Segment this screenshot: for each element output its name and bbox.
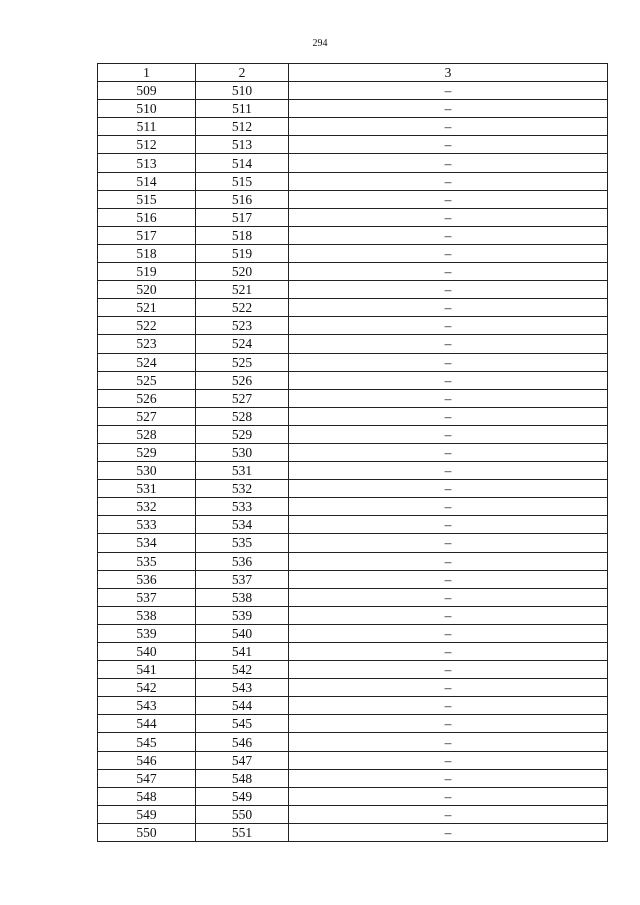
table-header-row [98, 64, 608, 82]
table-cell-col-3: – [289, 552, 608, 570]
table-cell-col-1: 541 [98, 661, 196, 679]
table-cell-col-1: 524 [98, 353, 196, 371]
table-cell-col-3: – [289, 263, 608, 281]
table-cell-col-1: 533 [98, 516, 196, 534]
table-cell-col-2: 536 [196, 552, 289, 570]
table-row [98, 643, 608, 661]
table-cell-col-2: 522 [196, 299, 289, 317]
table-row [98, 715, 608, 733]
table-cell-col-3: – [289, 371, 608, 389]
table-cell-col-3: – [289, 425, 608, 443]
table-row [98, 425, 608, 443]
table-cell-col-1: 511 [98, 118, 196, 136]
table-row [98, 317, 608, 335]
table-cell-col-2: 517 [196, 208, 289, 226]
table-cell-col-2: 540 [196, 624, 289, 642]
table-cell-col-1: 548 [98, 787, 196, 805]
table-cell-col-3: – [289, 715, 608, 733]
table-cell-col-2: 511 [196, 100, 289, 118]
table-row [98, 679, 608, 697]
table-row [98, 588, 608, 606]
table-cell-col-3: – [289, 643, 608, 661]
table-cell-col-3: – [289, 353, 608, 371]
table-row [98, 480, 608, 498]
table-cell-col-3: – [289, 244, 608, 262]
table-row [98, 697, 608, 715]
table-cell-col-2: 533 [196, 498, 289, 516]
table-cell-col-2: 551 [196, 823, 289, 841]
table-cell-col-1: 521 [98, 299, 196, 317]
table-row [98, 244, 608, 262]
table-cell-col-3: – [289, 443, 608, 461]
table-cell-col-3: – [289, 733, 608, 751]
table-cell-col-3: – [289, 787, 608, 805]
table-cell-col-3: – [289, 588, 608, 606]
table-cell-col-3: – [289, 389, 608, 407]
table-cell-col-3: – [289, 661, 608, 679]
table-cell-col-1: 509 [98, 82, 196, 100]
table-cell-col-1: 523 [98, 335, 196, 353]
table-cell-col-3: – [289, 82, 608, 100]
column-header-2: 2 [196, 64, 289, 82]
table-cell-col-3: – [289, 335, 608, 353]
table-row [98, 534, 608, 552]
table-cell-col-2: 547 [196, 751, 289, 769]
table-cell-col-3: – [289, 679, 608, 697]
table-cell-col-2: 516 [196, 190, 289, 208]
table-cell-col-1: 534 [98, 534, 196, 552]
table-row [98, 823, 608, 841]
table-row [98, 353, 608, 371]
table-cell-col-1: 538 [98, 606, 196, 624]
table-cell-col-2: 538 [196, 588, 289, 606]
table-row [98, 407, 608, 425]
page-number: 294 [312, 38, 328, 49]
table-cell-col-2: 550 [196, 805, 289, 823]
table-cell-col-2: 534 [196, 516, 289, 534]
table-cell-col-1: 513 [98, 154, 196, 172]
table-cell-col-3: – [289, 172, 608, 190]
table-cell-col-2: 529 [196, 425, 289, 443]
table-cell-col-3: – [289, 100, 608, 118]
table-cell-col-3: – [289, 136, 608, 154]
table-cell-col-1: 516 [98, 208, 196, 226]
table-row [98, 172, 608, 190]
table-cell-col-2: 543 [196, 679, 289, 697]
table-cell-col-2: 548 [196, 769, 289, 787]
table-row [98, 371, 608, 389]
table-row [98, 100, 608, 118]
table-cell-col-2: 519 [196, 244, 289, 262]
table-cell-col-1: 515 [98, 190, 196, 208]
table-cell-col-1: 514 [98, 172, 196, 190]
table-row [98, 82, 608, 100]
table-cell-col-3: – [289, 407, 608, 425]
table-cell-col-1: 520 [98, 281, 196, 299]
table-cell-col-1: 530 [98, 462, 196, 480]
table-cell-col-2: 544 [196, 697, 289, 715]
table-cell-col-2: 521 [196, 281, 289, 299]
table-cell-col-3: – [289, 697, 608, 715]
table-cell-col-1: 527 [98, 407, 196, 425]
table-cell-col-3: – [289, 516, 608, 534]
table-cell-col-1: 512 [98, 136, 196, 154]
table-cell-col-3: – [289, 751, 608, 769]
table-cell-col-2: 535 [196, 534, 289, 552]
table-cell-col-1: 528 [98, 425, 196, 443]
table-cell-col-2: 510 [196, 82, 289, 100]
table-cell-col-3: – [289, 498, 608, 516]
table-cell-col-2: 546 [196, 733, 289, 751]
table-cell-col-2: 515 [196, 172, 289, 190]
table-row [98, 281, 608, 299]
table-cell-col-3: – [289, 570, 608, 588]
table-cell-col-2: 539 [196, 606, 289, 624]
table-row [98, 769, 608, 787]
table-row [98, 661, 608, 679]
table-cell-col-3: – [289, 823, 608, 841]
table-cell-col-2: 518 [196, 226, 289, 244]
table-cell-col-3: – [289, 769, 608, 787]
table-cell-col-1: 532 [98, 498, 196, 516]
table-cell-col-1: 519 [98, 263, 196, 281]
table-row [98, 462, 608, 480]
table-cell-col-1: 540 [98, 643, 196, 661]
column-header-3: 3 [289, 64, 608, 82]
table-cell-col-1: 510 [98, 100, 196, 118]
table-row [98, 498, 608, 516]
table-cell-col-3: – [289, 190, 608, 208]
table-row [98, 624, 608, 642]
table-cell-col-1: 544 [98, 715, 196, 733]
table-cell-col-3: – [289, 805, 608, 823]
table-row [98, 552, 608, 570]
table-cell-col-3: – [289, 154, 608, 172]
table-cell-col-1: 536 [98, 570, 196, 588]
table-cell-col-2: 542 [196, 661, 289, 679]
table-cell-col-3: – [289, 534, 608, 552]
table-cell-col-1: 526 [98, 389, 196, 407]
table-cell-col-2: 520 [196, 263, 289, 281]
table-cell-col-1: 531 [98, 480, 196, 498]
table-cell-col-2: 549 [196, 787, 289, 805]
table-cell-col-1: 525 [98, 371, 196, 389]
table-cell-col-3: – [289, 208, 608, 226]
table-cell-col-2: 523 [196, 317, 289, 335]
table-cell-col-1: 539 [98, 624, 196, 642]
table-cell-col-1: 547 [98, 769, 196, 787]
table-row [98, 154, 608, 172]
table-cell-col-2: 528 [196, 407, 289, 425]
table-cell-col-2: 525 [196, 353, 289, 371]
table-row [98, 606, 608, 624]
table-cell-col-2: 526 [196, 371, 289, 389]
table-cell-col-2: 531 [196, 462, 289, 480]
table-cell-col-2: 545 [196, 715, 289, 733]
table-cell-col-2: 512 [196, 118, 289, 136]
table-cell-col-1: 549 [98, 805, 196, 823]
table-cell-col-1: 537 [98, 588, 196, 606]
table-cell-col-2: 530 [196, 443, 289, 461]
table-cell-col-3: – [289, 317, 608, 335]
table-cell-col-1: 518 [98, 244, 196, 262]
table-row [98, 787, 608, 805]
table-row [98, 389, 608, 407]
table-cell-col-1: 517 [98, 226, 196, 244]
table-cell-col-1: 543 [98, 697, 196, 715]
table-row [98, 570, 608, 588]
table-cell-col-3: – [289, 624, 608, 642]
table-cell-col-2: 541 [196, 643, 289, 661]
table-cell-col-1: 522 [98, 317, 196, 335]
table-cell-col-3: – [289, 281, 608, 299]
table-cell-col-3: – [289, 480, 608, 498]
table-cell-col-2: 513 [196, 136, 289, 154]
table-row [98, 118, 608, 136]
table-cell-col-2: 527 [196, 389, 289, 407]
table-cell-col-1: 542 [98, 679, 196, 697]
table-row [98, 751, 608, 769]
table-cell-col-1: 546 [98, 751, 196, 769]
table-row [98, 208, 608, 226]
table-cell-col-1: 545 [98, 733, 196, 751]
table-cell-col-1: 529 [98, 443, 196, 461]
table-row [98, 226, 608, 244]
table-cell-col-3: – [289, 118, 608, 136]
table-cell-col-2: 532 [196, 480, 289, 498]
table-cell-col-2: 524 [196, 335, 289, 353]
table-cell-col-2: 537 [196, 570, 289, 588]
table-row [98, 733, 608, 751]
table-row [98, 335, 608, 353]
table-row [98, 299, 608, 317]
column-header-1: 1 [98, 64, 196, 82]
data-table [97, 63, 608, 842]
table-cell-col-1: 535 [98, 552, 196, 570]
table-cell-col-3: – [289, 299, 608, 317]
table-cell-col-1: 550 [98, 823, 196, 841]
table-row [98, 516, 608, 534]
table-row [98, 263, 608, 281]
table-cell-col-3: – [289, 606, 608, 624]
table-cell-col-2: 514 [196, 154, 289, 172]
table-row [98, 136, 608, 154]
table-row [98, 190, 608, 208]
table-body [98, 82, 608, 842]
table-cell-col-3: – [289, 226, 608, 244]
table-row [98, 805, 608, 823]
table-row [98, 443, 608, 461]
table-cell-col-3: – [289, 462, 608, 480]
